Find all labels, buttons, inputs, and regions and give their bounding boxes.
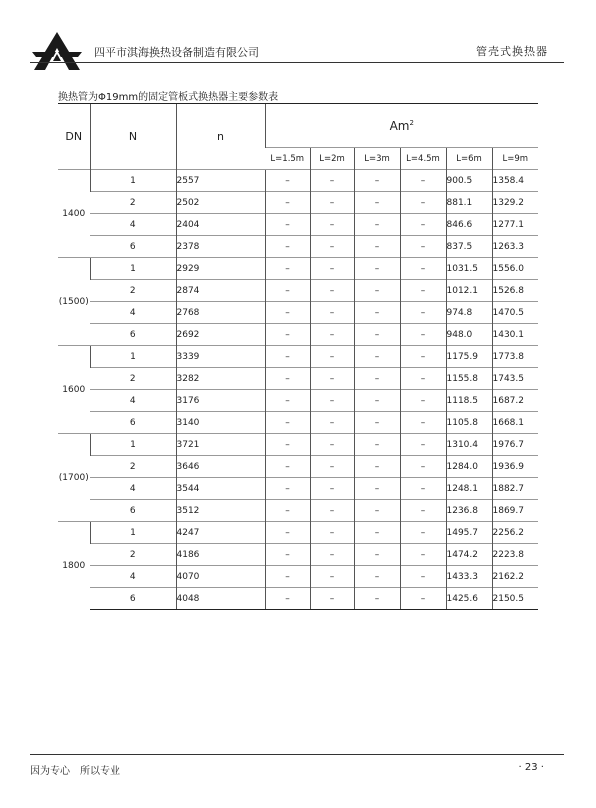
dn-cell: (1500) xyxy=(58,258,90,346)
area-cell: 1668.1 xyxy=(492,412,538,434)
table-row xyxy=(58,324,538,346)
header-area-exponent: 2 xyxy=(409,118,414,127)
pass-count-cell: 1 xyxy=(90,170,176,192)
area-cell: 1358.4 xyxy=(492,170,538,192)
tube-count-cell: 3339 xyxy=(176,346,265,368)
area-cell: 1012.1 xyxy=(446,280,492,302)
pass-count-cell: 2 xyxy=(90,192,176,214)
area-cell: 1105.8 xyxy=(446,412,492,434)
area-cell: – xyxy=(354,346,400,368)
area-cell: – xyxy=(354,412,400,434)
pass-count-cell: 2 xyxy=(90,544,176,566)
area-cell: – xyxy=(354,192,400,214)
area-cell: – xyxy=(354,500,400,522)
tube-count-cell: 3721 xyxy=(176,434,265,456)
pass-count-cell: 1 xyxy=(90,522,176,544)
area-cell: – xyxy=(310,170,354,192)
table-row xyxy=(58,192,538,214)
area-cell: 1031.5 xyxy=(446,258,492,280)
table-row xyxy=(58,390,538,412)
table-row xyxy=(58,544,538,566)
table-row xyxy=(58,258,538,280)
tube-count-cell: 2557 xyxy=(176,170,265,192)
area-cell: – xyxy=(310,588,354,610)
tube-count-cell: 2404 xyxy=(176,214,265,236)
area-cell: 1175.9 xyxy=(446,346,492,368)
area-cell: – xyxy=(354,544,400,566)
header-area-label: Am xyxy=(389,118,410,133)
area-cell: – xyxy=(310,434,354,456)
table-row xyxy=(58,214,538,236)
area-cell: – xyxy=(354,390,400,412)
area-cell: – xyxy=(265,456,310,478)
area-cell: 1936.9 xyxy=(492,456,538,478)
area-cell: – xyxy=(400,280,446,302)
area-cell: – xyxy=(400,324,446,346)
tube-count-cell: 2929 xyxy=(176,258,265,280)
area-cell: – xyxy=(400,258,446,280)
table-row xyxy=(58,456,538,478)
area-cell: 900.5 xyxy=(446,170,492,192)
table-row xyxy=(58,368,538,390)
table-row xyxy=(58,170,538,192)
table-title: 换热管为Φ19mm的固定管板式换热器主要参数表 xyxy=(58,92,279,103)
table-row xyxy=(58,522,538,544)
pass-count-cell: 4 xyxy=(90,478,176,500)
table-row xyxy=(58,236,538,258)
table-row xyxy=(58,280,538,302)
pass-count-cell: 4 xyxy=(90,566,176,588)
area-cell: – xyxy=(265,280,310,302)
footer-slogan: 因为专心 所以专业 xyxy=(30,766,120,777)
area-cell: – xyxy=(310,566,354,588)
area-cell: – xyxy=(265,434,310,456)
area-cell: 2162.2 xyxy=(492,566,538,588)
footer-divider xyxy=(30,754,564,755)
area-cell: 1263.3 xyxy=(492,236,538,258)
area-cell: – xyxy=(400,566,446,588)
tube-count-cell: 3544 xyxy=(176,478,265,500)
table-row xyxy=(58,412,538,434)
area-cell: – xyxy=(400,522,446,544)
area-cell: – xyxy=(400,346,446,368)
tube-count-cell: 3176 xyxy=(176,390,265,412)
area-cell: 1277.1 xyxy=(492,214,538,236)
area-cell: – xyxy=(310,500,354,522)
area-cell: – xyxy=(400,368,446,390)
tube-count-cell: 3282 xyxy=(176,368,265,390)
area-cell: – xyxy=(400,214,446,236)
dn-cell: (1700) xyxy=(58,434,90,522)
table-row xyxy=(58,346,538,368)
area-cell: – xyxy=(354,456,400,478)
header-length-5: L=6m xyxy=(446,148,492,170)
area-cell: – xyxy=(354,588,400,610)
area-cell: – xyxy=(310,258,354,280)
area-cell: 1474.2 xyxy=(446,544,492,566)
area-cell: 948.0 xyxy=(446,324,492,346)
table-row xyxy=(58,588,538,610)
area-cell: – xyxy=(310,456,354,478)
area-cell: – xyxy=(400,390,446,412)
area-cell: – xyxy=(265,258,310,280)
area-cell: 837.5 xyxy=(446,236,492,258)
area-cell: – xyxy=(310,390,354,412)
pass-count-cell: 1 xyxy=(90,258,176,280)
area-cell: 1155.8 xyxy=(446,368,492,390)
pass-count-cell: 6 xyxy=(90,588,176,610)
table-row xyxy=(58,302,538,324)
parameter-table xyxy=(58,103,538,610)
header-length-4: L=4.5m xyxy=(400,148,446,170)
area-cell: – xyxy=(310,478,354,500)
pass-count-cell: 2 xyxy=(90,368,176,390)
tube-count-cell: 4247 xyxy=(176,522,265,544)
area-cell: – xyxy=(265,214,310,236)
tube-count-cell: 3512 xyxy=(176,500,265,522)
area-cell: – xyxy=(354,368,400,390)
area-cell: 1329.2 xyxy=(492,192,538,214)
area-cell: – xyxy=(265,236,310,258)
company-logo-icon xyxy=(30,30,84,70)
pass-count-cell: 2 xyxy=(90,456,176,478)
parameter-table-container xyxy=(58,103,538,610)
area-cell: – xyxy=(400,170,446,192)
tube-count-cell: 4070 xyxy=(176,566,265,588)
area-cell: – xyxy=(265,544,310,566)
area-cell: 1284.0 xyxy=(446,456,492,478)
header-length-2: L=2m xyxy=(310,148,354,170)
area-cell: – xyxy=(400,192,446,214)
tube-count-cell: 3140 xyxy=(176,412,265,434)
area-cell: – xyxy=(400,412,446,434)
area-cell: – xyxy=(265,170,310,192)
area-cell: – xyxy=(310,368,354,390)
area-cell: 1495.7 xyxy=(446,522,492,544)
area-cell: – xyxy=(310,412,354,434)
pass-count-cell: 4 xyxy=(90,390,176,412)
area-cell: 1556.0 xyxy=(492,258,538,280)
tube-count-cell: 2502 xyxy=(176,192,265,214)
area-cell: – xyxy=(310,280,354,302)
area-cell: 1248.1 xyxy=(446,478,492,500)
area-cell: 1976.7 xyxy=(492,434,538,456)
pass-count-cell: 6 xyxy=(90,236,176,258)
area-cell: – xyxy=(400,478,446,500)
tube-count-cell: 2378 xyxy=(176,236,265,258)
header-length-3: L=3m xyxy=(354,148,400,170)
area-cell: 881.1 xyxy=(446,192,492,214)
area-cell: 1470.5 xyxy=(492,302,538,324)
area-cell: – xyxy=(400,500,446,522)
area-cell: 1882.7 xyxy=(492,478,538,500)
area-cell: – xyxy=(310,192,354,214)
area-cell: – xyxy=(354,478,400,500)
area-cell: 1425.6 xyxy=(446,588,492,610)
area-cell: – xyxy=(400,236,446,258)
area-cell: 846.6 xyxy=(446,214,492,236)
area-cell: – xyxy=(265,390,310,412)
area-cell: – xyxy=(400,456,446,478)
area-cell: – xyxy=(354,280,400,302)
table-row xyxy=(58,566,538,588)
pass-count-cell: 1 xyxy=(90,434,176,456)
pass-count-cell: 6 xyxy=(90,500,176,522)
area-cell: – xyxy=(265,412,310,434)
page-header xyxy=(0,0,596,70)
area-cell: – xyxy=(265,192,310,214)
dn-cell: 1400 xyxy=(58,170,90,258)
area-cell: – xyxy=(400,588,446,610)
area-cell: 1433.3 xyxy=(446,566,492,588)
pass-count-cell: 4 xyxy=(90,302,176,324)
tube-count-cell: 4048 xyxy=(176,588,265,610)
tube-count-cell: 2692 xyxy=(176,324,265,346)
pass-count-cell: 6 xyxy=(90,324,176,346)
area-cell: – xyxy=(354,214,400,236)
area-cell: – xyxy=(265,346,310,368)
area-cell: – xyxy=(400,302,446,324)
area-cell: – xyxy=(354,434,400,456)
area-cell: – xyxy=(354,170,400,192)
area-cell: – xyxy=(310,544,354,566)
area-cell: – xyxy=(310,214,354,236)
area-cell: – xyxy=(354,258,400,280)
area-cell: – xyxy=(265,522,310,544)
area-cell: – xyxy=(265,368,310,390)
area-cell: – xyxy=(310,522,354,544)
area-cell: – xyxy=(310,236,354,258)
header-dn: DN xyxy=(58,104,90,170)
area-cell: – xyxy=(265,588,310,610)
area-cell: 1526.8 xyxy=(492,280,538,302)
area-cell: – xyxy=(354,236,400,258)
area-cell: – xyxy=(265,566,310,588)
area-cell: 2150.5 xyxy=(492,588,538,610)
pass-count-cell: 1 xyxy=(90,346,176,368)
area-cell: 1773.8 xyxy=(492,346,538,368)
product-category: 管壳式换热器 xyxy=(476,45,548,58)
area-cell: – xyxy=(265,478,310,500)
area-cell: 2256.2 xyxy=(492,522,538,544)
table-row xyxy=(58,500,538,522)
area-cell: – xyxy=(265,324,310,346)
area-cell: 1310.4 xyxy=(446,434,492,456)
area-cell: – xyxy=(310,324,354,346)
header-N: N xyxy=(90,104,176,170)
area-cell: 1236.8 xyxy=(446,500,492,522)
area-cell: – xyxy=(400,544,446,566)
tube-count-cell: 3646 xyxy=(176,456,265,478)
pass-count-cell: 6 xyxy=(90,412,176,434)
header-length-1: L=1.5m xyxy=(265,148,310,170)
table-body xyxy=(58,170,538,610)
pass-count-cell: 4 xyxy=(90,214,176,236)
area-cell: – xyxy=(310,346,354,368)
area-cell: 974.8 xyxy=(446,302,492,324)
table-row xyxy=(58,478,538,500)
dn-cell: 1800 xyxy=(58,522,90,610)
tube-count-cell: 4186 xyxy=(176,544,265,566)
area-cell: – xyxy=(354,324,400,346)
area-cell: – xyxy=(354,302,400,324)
area-cell: 1430.1 xyxy=(492,324,538,346)
header-area xyxy=(265,104,538,148)
area-cell: 1869.7 xyxy=(492,500,538,522)
table-row xyxy=(58,434,538,456)
area-cell: – xyxy=(310,302,354,324)
tube-count-cell: 2874 xyxy=(176,280,265,302)
area-cell: 1118.5 xyxy=(446,390,492,412)
header-divider xyxy=(30,62,564,63)
header-n: n xyxy=(176,104,265,170)
area-cell: – xyxy=(400,434,446,456)
area-cell: 2223.8 xyxy=(492,544,538,566)
header-length-6: L=9m xyxy=(492,148,538,170)
area-cell: – xyxy=(354,566,400,588)
area-cell: – xyxy=(354,522,400,544)
pass-count-cell: 2 xyxy=(90,280,176,302)
tube-count-cell: 2768 xyxy=(176,302,265,324)
area-cell: – xyxy=(265,500,310,522)
company-name: 四平市淇海换热设备制造有限公司 xyxy=(94,46,259,59)
dn-cell: 1600 xyxy=(58,346,90,434)
area-cell: 1687.2 xyxy=(492,390,538,412)
page-number: · 23 · xyxy=(518,762,544,773)
area-cell: 1743.5 xyxy=(492,368,538,390)
area-cell: – xyxy=(265,302,310,324)
